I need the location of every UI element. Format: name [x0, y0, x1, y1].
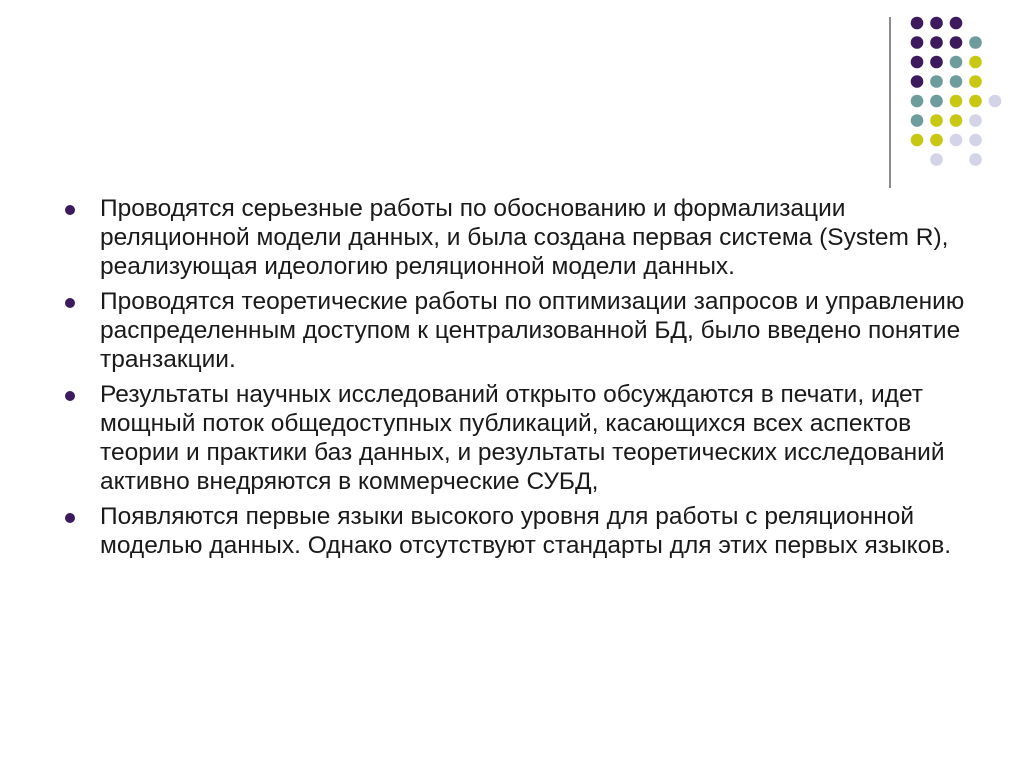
- grid-dot-teal: [950, 56, 963, 69]
- bullet-item: [60, 194, 980, 281]
- grid-dot-lime: [969, 56, 982, 69]
- bullet-text: Проводятся теоретические работы по оптимизации запросов и управлению распределенным доступом к централизованной БД, было введено понятие транзакции.: [100, 288, 965, 373]
- grid-dot-lavender: [930, 153, 943, 166]
- vertical-divider: [889, 17, 891, 188]
- grid-dot-purple: [930, 36, 943, 49]
- grid-dot-purple: [930, 56, 943, 69]
- grid-dot-teal: [911, 114, 924, 127]
- bullet-list: [60, 194, 980, 566]
- grid-dot-purple: [950, 36, 963, 49]
- bullet-dot-icon: [65, 205, 75, 215]
- grid-dot-lavender: [969, 114, 982, 127]
- grid-dot-purple: [911, 17, 924, 30]
- grid-dot-lavender: [969, 134, 982, 147]
- grid-dot-lavender: [969, 153, 982, 166]
- bullet-item: [60, 380, 980, 496]
- grid-dot-purple: [950, 17, 963, 30]
- bullet-text: Результаты научных исследований открыто обсуждаются в печати, идет мощный поток общедоступных публикаций, касающихся всех аспектов теории и практики баз данных, и результаты теоретических исследований активно внедряются в коммерческие СУБД,: [100, 381, 945, 495]
- grid-dot-lime: [950, 95, 963, 108]
- bullet-dot-icon: [65, 298, 75, 308]
- bullet-dot-icon: [65, 513, 75, 523]
- decorative-dot-grid: [0, 0, 1024, 200]
- bullet-text: Проводятся серьезные работы по обоснованию и формализации реляционной модели данных, и была создана первая система (System R), реализующая идеологию реляционной модели данных.: [100, 195, 949, 280]
- grid-dot-lime: [911, 134, 924, 147]
- grid-dot-teal: [950, 75, 963, 88]
- bullet-item: [60, 287, 980, 374]
- grid-dot-teal: [911, 95, 924, 108]
- grid-dot-teal: [930, 75, 943, 88]
- grid-dot-teal: [969, 36, 982, 49]
- grid-dot-teal: [930, 95, 943, 108]
- grid-dot-lime: [969, 75, 982, 88]
- grid-dot-lavender: [989, 95, 1002, 108]
- grid-dot-purple: [911, 36, 924, 49]
- bullet-dot-icon: [65, 391, 75, 401]
- grid-dot-lime: [930, 114, 943, 127]
- grid-dot-purple: [911, 56, 924, 69]
- grid-dot-purple: [911, 75, 924, 88]
- grid-dot-lime: [969, 95, 982, 108]
- grid-dot-lime: [950, 114, 963, 127]
- bullet-item: [60, 502, 980, 560]
- grid-dot-purple: [930, 17, 943, 30]
- grid-dot-lime: [930, 134, 943, 147]
- bullet-text: Появляются первые языки высокого уровня для работы с реляционной моделью данных. Однако отсутствуют стандарты для этих первых языков.: [100, 503, 952, 559]
- grid-dot-lavender: [950, 134, 963, 147]
